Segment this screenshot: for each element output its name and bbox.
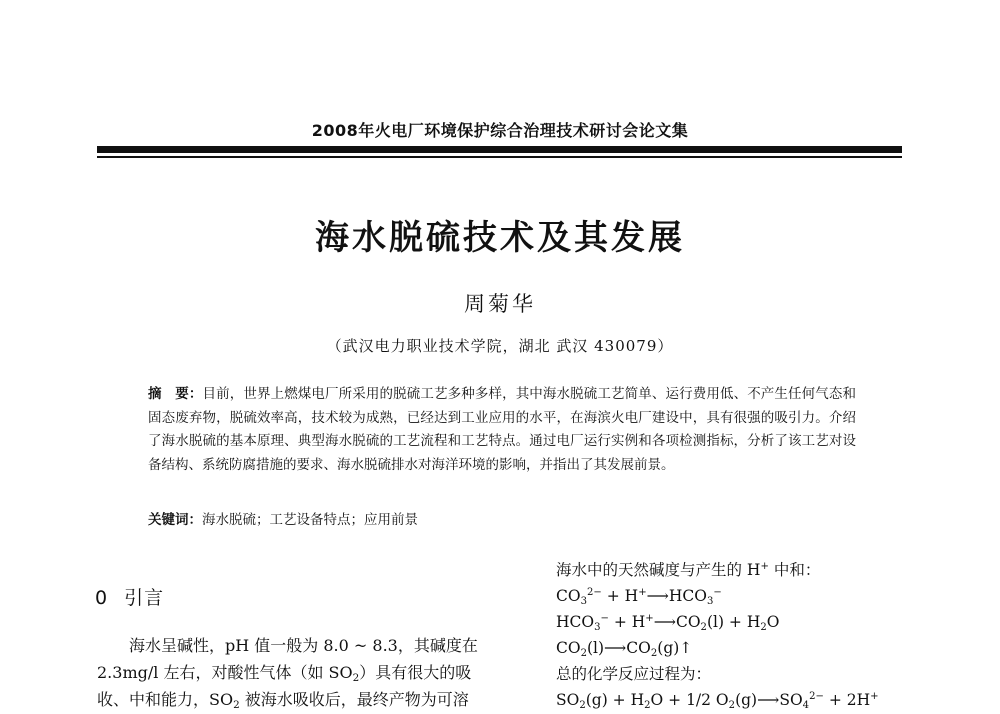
superscript: + xyxy=(760,561,769,572)
intro-text: 2.3mg/l 左右，对酸性气体（如 SO xyxy=(97,663,353,682)
text: 中和： xyxy=(768,561,821,579)
text: CO xyxy=(556,587,581,605)
intro-line xyxy=(97,686,483,713)
subscript: 2 xyxy=(644,700,651,711)
abstract xyxy=(148,383,856,477)
subscript: 2 xyxy=(700,622,707,633)
reaction-arrow: ⟶ xyxy=(653,613,676,631)
paper-title: 海水脱硫技术及其发展 xyxy=(315,218,685,258)
keywords-text: 海水脱硫；工艺设备特点；应用前景 xyxy=(202,512,418,528)
subscript: 4 xyxy=(802,700,810,711)
subscript: 3 xyxy=(594,622,601,633)
superscript: 2− xyxy=(809,691,824,702)
text: CO xyxy=(626,639,651,657)
right-column xyxy=(556,557,916,713)
intro-line xyxy=(97,659,483,686)
text: (g) xyxy=(735,691,758,709)
affiliation: （武汉电力职业技术学院，湖北 武汉 430079） xyxy=(326,337,674,355)
text: CO xyxy=(675,613,701,631)
reaction-arrow: ⟶ xyxy=(604,639,627,657)
text: (l) + H xyxy=(706,613,761,631)
text: SO xyxy=(779,691,803,709)
section-number: 0 xyxy=(95,587,109,609)
header-rule-thin xyxy=(97,156,902,158)
text: + H xyxy=(608,613,646,631)
equation-1 xyxy=(556,583,916,609)
text: + H xyxy=(601,587,639,605)
intro-paragraph xyxy=(97,632,483,713)
superscript: + xyxy=(638,587,647,598)
header-rule-thick xyxy=(97,146,902,153)
equation-3 xyxy=(556,635,916,661)
up-arrow-icon: ↑ xyxy=(679,639,693,657)
abstract-label: 摘 要： xyxy=(148,386,203,402)
equation-2 xyxy=(556,609,916,635)
summary-text: 总的化学反应过程为： xyxy=(556,665,712,683)
abstract-text: 目前，世界上燃煤电厂所采用的脱硫工艺多种多样，其中海水脱硫工艺简单、运行费用低、不产生任何气态和固态废弃物，脱硫效率高，技术较为成熟，已经达到工业应用的水平，在海滨火电厂建设中，具有很强的吸引力。介绍了海水脱硫的基本原理、典型海水脱硫的工艺流程和工艺特点。通过电厂运行实例和各项检测指标，分析了该工艺对设备结构、系统防腐措施的要求、海水脱硫排水对海洋环境的影响，并指出了其发展前景。 xyxy=(148,386,857,473)
text: HCO xyxy=(556,613,595,631)
subscript: 2 xyxy=(233,699,240,711)
subscript: 3 xyxy=(580,596,587,607)
intro-line xyxy=(97,632,483,659)
subscript: 2 xyxy=(760,622,767,633)
keywords-label: 关键词： xyxy=(148,512,202,528)
subscript: 3 xyxy=(706,596,714,607)
superscript: + xyxy=(870,691,879,702)
text: HCO xyxy=(668,587,707,605)
superscript: 2− xyxy=(586,587,602,598)
subscript: 2 xyxy=(352,672,360,684)
section-heading xyxy=(95,583,164,610)
superscript: − xyxy=(713,587,722,598)
intro-text: 海水呈碱性，pH 值一般为 8.0 ~ 8.3，其碱度在 xyxy=(129,636,478,655)
section-title: 引言 xyxy=(124,587,165,609)
text: (g) + H xyxy=(585,691,645,709)
intro-text: ）具有很大的吸 xyxy=(359,663,472,682)
subscript: 2 xyxy=(579,700,586,711)
neutralization-intro xyxy=(556,557,916,583)
intro-text: 被海水吸收后，最终产物为可溶 xyxy=(239,690,469,709)
text: + 2H xyxy=(823,691,871,709)
text: SO xyxy=(556,691,580,709)
reaction-arrow: ⟶ xyxy=(646,587,669,605)
equation-4 xyxy=(556,687,916,713)
text: 海水中的天然碱度与产生的 H xyxy=(556,561,761,579)
subscript: 2 xyxy=(580,648,587,659)
text: O xyxy=(766,613,780,631)
running-header: 2008年火电厂环境保护综合治理技术研讨会论文集 xyxy=(311,121,689,140)
text: (g) xyxy=(657,639,680,657)
intro-text: 收、中和能力，SO xyxy=(97,690,234,709)
superscript: + xyxy=(645,613,654,624)
keywords xyxy=(148,510,856,530)
text: CO xyxy=(556,639,581,657)
superscript: − xyxy=(600,613,609,624)
text: O + 1/2 O xyxy=(650,691,729,709)
text: (l) xyxy=(586,639,605,657)
subscript: 2 xyxy=(728,700,736,711)
subscript: 2 xyxy=(650,648,658,659)
author: 周菊华 xyxy=(464,292,536,316)
reaction-arrow: ⟶ xyxy=(757,691,780,709)
